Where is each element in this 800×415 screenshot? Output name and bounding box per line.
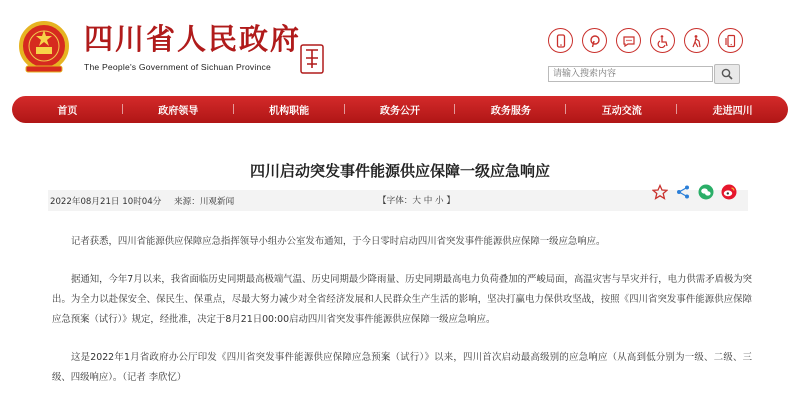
nav-item-services[interactable]: 政务服务 — [455, 102, 566, 117]
share-icon[interactable] — [675, 184, 691, 200]
article-body — [52, 232, 752, 406]
app-icon[interactable] — [718, 28, 743, 53]
nav-item-sichuan[interactable]: 走进四川 — [712, 106, 753, 117]
accessibility-icon[interactable] — [650, 28, 675, 53]
site-header — [0, 0, 800, 95]
main-nav — [12, 96, 788, 123]
site-subtitle: The People's Government of Sichuan Province — [84, 62, 271, 72]
article-title: 四川启动突发事件能源供应保障一级应急响应 — [249, 162, 550, 180]
search-button[interactable] — [714, 64, 740, 84]
elder-icon[interactable] — [684, 28, 709, 53]
nav-item-leaders[interactable]: 政府领导 — [123, 102, 234, 117]
article-paragraph: 这是2022年1月省政府办公厅印发《四川省突发事件能源供应保障应急预案（试行）》以来，四川首次启动最高级别的应急响应（从高到低分别为一级、二级、三级、四级响应）。（记者 李欣忆） — [52, 352, 752, 383]
site-title[interactable]: 四川省人民政府 — [84, 22, 302, 56]
article-paragraph: 据通知，今年7月以来，我省面临历史同期最高极端气温、历史同期最少降雨量、历史同期最高电力负荷叠加的严峻局面，高温灾害与旱灾并行，电力供需矛盾极为突出。为全力以赴保安全、保民生、保重点，尽最大努力减少对全省经济发展和人民群众生产生活的影响，坚决打赢电力保供攻坚战，按照《四川省突发事件能源供应保障应急预案（试行）》规定，经批准，决定于8月21日00:00启动四川省突发事件能源供应保障一级应急响应。 — [52, 274, 752, 325]
wechat-icon[interactable] — [698, 184, 714, 200]
pinterest-style-icon[interactable] — [582, 28, 607, 53]
search-icon — [721, 68, 733, 80]
share-bar — [652, 184, 737, 200]
nav-item-interaction[interactable]: 互动交流 — [566, 102, 677, 117]
search-input[interactable] — [548, 66, 713, 82]
publish-date: 2022年08月21日 10时04分 — [50, 196, 162, 207]
chat-icon[interactable] — [616, 28, 641, 53]
article-meta — [48, 190, 748, 211]
service-icon-row — [548, 28, 743, 53]
favorite-star-icon[interactable] — [652, 184, 668, 200]
national-emblem-icon[interactable] — [18, 20, 70, 76]
article-paragraph: 记者获悉，四川省能源供应保障应急指挥领导小组办公室发布通知，于今日零时启动四川省突发事件能源供应保障一级应急响应。 — [71, 236, 606, 247]
font-size-switcher[interactable]: 【字体：大 中 小 】 — [378, 196, 455, 206]
weibo-icon[interactable] — [721, 184, 737, 200]
mobile-icon[interactable] — [548, 28, 573, 53]
article-source: 来源：川观新闻 — [174, 196, 235, 207]
chinese-seal-icon — [300, 44, 324, 74]
nav-item-home[interactable]: 首页 — [12, 102, 123, 117]
nav-item-public-affairs[interactable]: 政务公开 — [345, 102, 456, 117]
nav-item-institutions[interactable]: 机构职能 — [234, 102, 345, 117]
